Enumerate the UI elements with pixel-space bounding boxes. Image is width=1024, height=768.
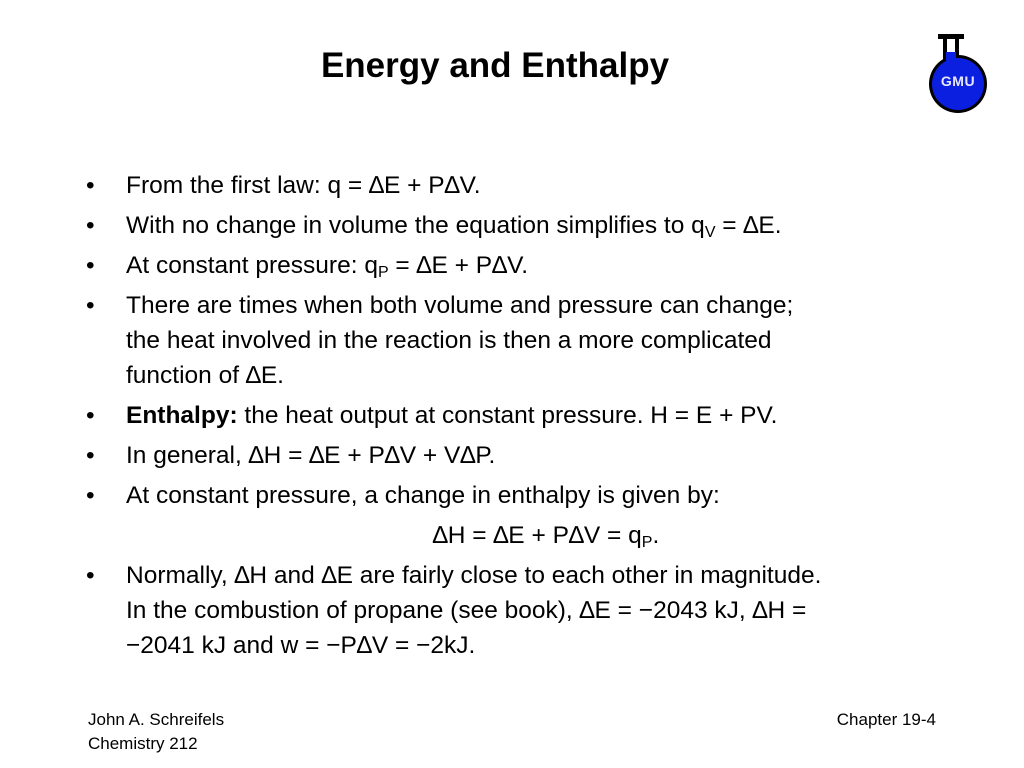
footer-chapter: Chapter 19-4	[836, 710, 936, 729]
slide-title: Energy and Enthalpy	[320, 46, 670, 85]
text-segment: With no change in volume the equation simplifies to q	[126, 212, 705, 239]
text-segment: = ∆E.	[715, 212, 782, 239]
bullet-text-line: There are times when both volume and pressure can change;	[126, 292, 794, 319]
bullet-item	[86, 168, 966, 203]
subscript: V	[704, 224, 716, 241]
bullet-item	[86, 558, 966, 663]
bullet-marker: •	[86, 402, 95, 429]
bullet-marker: •	[86, 172, 95, 199]
bullet-item	[86, 288, 966, 393]
bullet-item	[86, 478, 966, 513]
footer-course: Chemistry 212	[88, 734, 198, 753]
bullet-text-line: function of ∆E.	[126, 362, 284, 389]
term-enthalpy: Enthalpy:	[126, 402, 238, 429]
bullet-text-line: In the combustion of propane (see book), ∆E = −2043 kJ, ∆H =	[126, 597, 807, 624]
bullet-text-line: the heat involved in the reaction is then a more complicated	[126, 327, 772, 354]
bullet-text: At constant pressure, a change in enthalpy is given by:	[126, 482, 720, 509]
text-segment: .	[652, 522, 660, 549]
subscript: P	[377, 264, 389, 281]
bullet-marker: •	[86, 212, 95, 239]
bullet-text: In general, ∆H = ∆E + P∆V + V∆P.	[126, 442, 496, 469]
bullet-text: From the first law: q = ∆E + P∆V.	[126, 172, 481, 199]
bullet-marker: •	[86, 562, 95, 589]
footer-left	[88, 708, 224, 756]
bullet-text	[126, 398, 966, 433]
footer-author: John A. Schreifels	[88, 710, 225, 729]
bullet-marker: •	[86, 292, 95, 319]
bullet-text-line: −2041 kJ and w = −P∆V = −2kJ.	[126, 632, 476, 659]
logo-text: GMU	[940, 73, 976, 89]
bullet-text-line: Normally, ∆H and ∆E are fairly close to each other in magnitude.	[126, 562, 822, 589]
bullet-item	[86, 248, 966, 283]
bullet-text	[126, 208, 966, 243]
gmu-flask-logo	[924, 32, 994, 114]
text-segment: At constant pressure: q	[126, 252, 378, 279]
subscript: P	[641, 534, 653, 551]
bullet-marker: •	[86, 442, 95, 469]
text-segment: the heat output at constant pressure. H = E + PV.	[237, 402, 778, 429]
bullet-marker: •	[86, 252, 95, 279]
centered-equation	[86, 518, 966, 553]
bullet-item	[86, 438, 966, 473]
bullet-text	[126, 248, 966, 283]
bullet-list	[86, 168, 966, 668]
text-segment: = ∆E + P∆V.	[388, 252, 529, 279]
bullet-item	[86, 208, 966, 243]
bullet-item	[86, 398, 966, 433]
bullet-marker: •	[86, 482, 95, 509]
text-segment: ∆H = ∆E + P∆V = q	[432, 522, 642, 549]
